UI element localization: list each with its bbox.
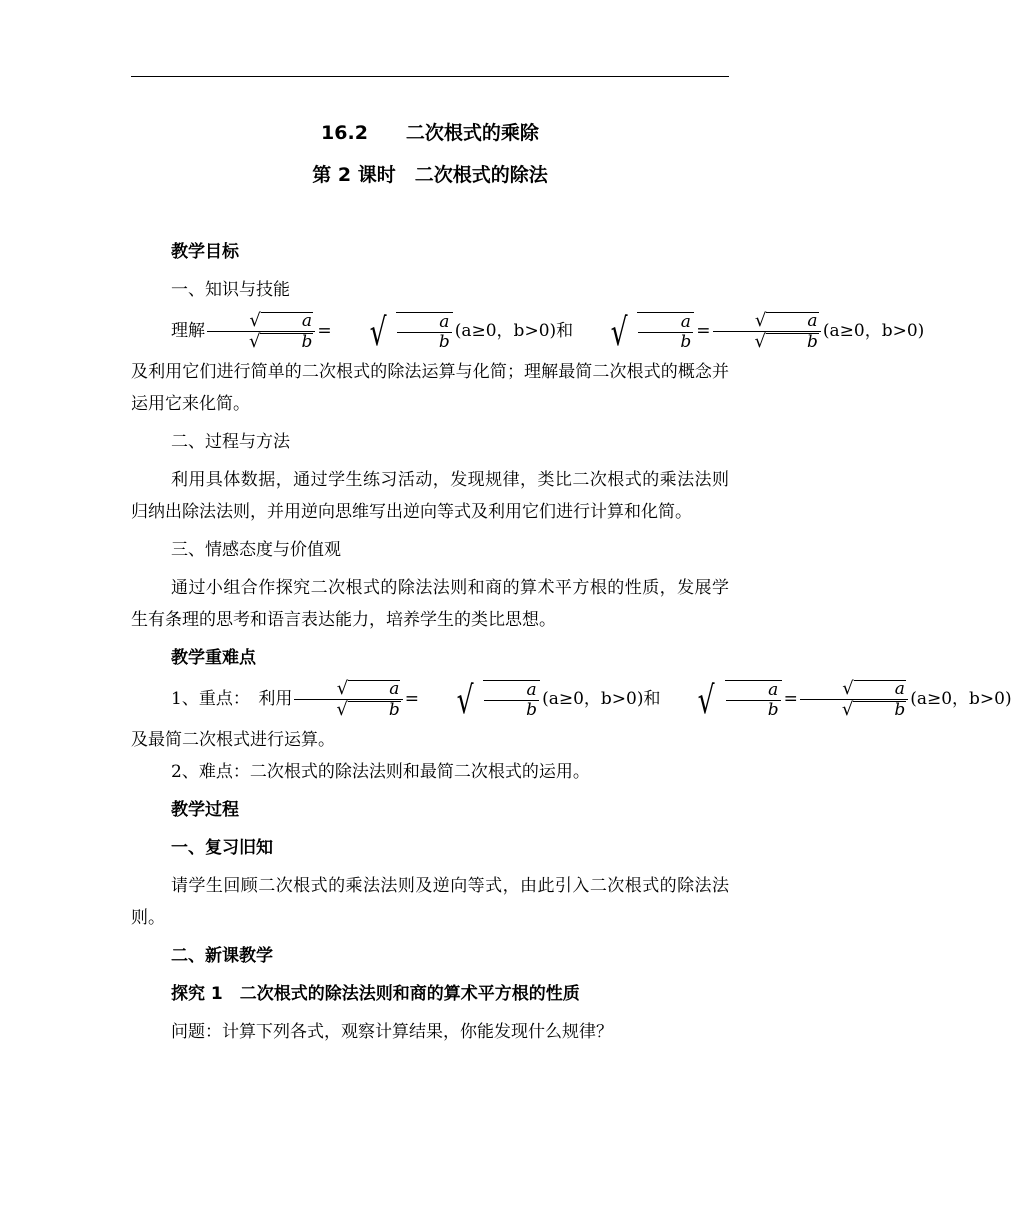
new-lesson-heading: 二、新课教学: [171, 946, 273, 966]
process-text: 利用具体数据，通过学生练习活动，发现规律，类比二次根式的乘法法则归纳出除法法则，并用逆向思维写出逆向等式及利用它们进行计算和化简。: [131, 470, 729, 522]
document-body: [131, 236, 1012, 1048]
emotion-text: 通过小组合作探究二次根式的除法法则和商的算术平方根的性质，发展学生有条理的思考和语言表达能力，培养学生的类比思想。: [131, 578, 729, 630]
teaching-process-heading: 教学过程: [171, 800, 239, 820]
condition: (a≥0，b>0): [454, 321, 557, 341]
key-heading: 教学重难点: [171, 648, 256, 668]
lesson-subtitle: 第 2 课时 二次根式的除法: [312, 164, 548, 186]
lesson-title: 16.2 二次根式的乘除: [321, 122, 539, 144]
knowledge-pre-text: 理解: [171, 321, 205, 341]
sqrt-quotient-fraction-2: $\frac{√ a}{√ b}$: [713, 311, 821, 352]
process-heading: 二、过程与方法: [171, 432, 290, 452]
review-text: 请学生回顾二次根式的乘法法则及逆向等式，由此引入二次根式的除法法则。: [131, 876, 729, 928]
key1-formula-line: 1、重点： 利用 $\frac{√ a}{√ b}$ = √ $\frac{a}{b}$ (a≥0，b>0)和 √ $\frac{a}{b}$ = $\frac{√ a}{√ b}$ (a≥0，b>0): [171, 677, 1012, 722]
knowledge-text: 及利用它们进行简单的二次根式的除法运算与化简；理解最简二次根式的概念并运用它来化简。: [131, 362, 729, 414]
review-heading: 一、复习旧知: [171, 838, 273, 858]
emotion-heading: 三、情感态度与价值观: [171, 540, 341, 560]
goals-heading: 教学目标: [171, 242, 239, 262]
key1-text: 及最简二次根式进行运算。: [131, 730, 335, 750]
quotient-under-root-2: $\frac{a}{b}$: [637, 312, 694, 352]
question-text: 问题：计算下列各式，观察计算结果，你能发现什么规律？: [171, 1022, 613, 1042]
explore-heading: 探究 1 二次根式的除法法则和商的算术平方根的性质: [171, 984, 580, 1004]
knowledge-heading: 一、知识与技能: [171, 280, 290, 300]
knowledge-formula-line: 理解 $\frac{√ a}{√ b}$ = √ $\frac{a}{b}$ (a≥0，b>0)和 √ $\frac{a}{b}$ = $\frac{√ a}{√ b}$ (a≥0，b>0): [171, 309, 925, 354]
quotient-under-root: $\frac{a}{b}$: [396, 312, 453, 352]
sqrt-quotient-fraction: $\frac{√ a}{√ b}$: [207, 311, 315, 352]
header-rule: [131, 76, 729, 77]
key2-text: 2、难点：二次根式的除法法则和最简二次根式的运用。: [171, 762, 590, 782]
